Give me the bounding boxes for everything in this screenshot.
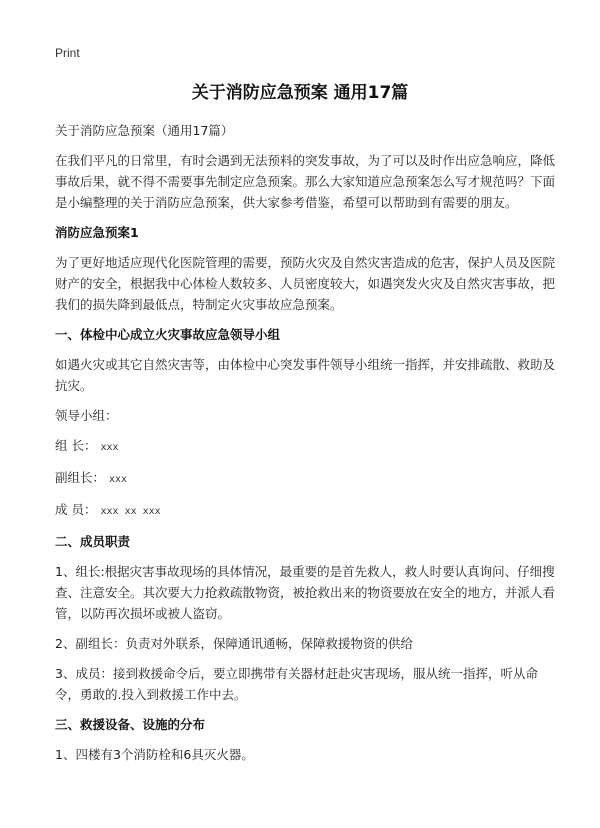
members-line [55, 499, 556, 522]
leader-label: 组 长： [55, 438, 97, 453]
duty2-paragraph: 2、副组长：负责对外联系，保障通讯通畅，保障救援物资的供给 [55, 636, 413, 651]
deputy-line [55, 467, 556, 490]
members-label: 成 员： [55, 502, 97, 517]
section1-heading: 一、体检中心成立火灾事故应急领导小组 [55, 327, 281, 342]
plan1-intro-paragraph: 为了更好地适应现代化医院管理的需要，预防火灾及自然灾害造成的危害，保护人员及医院财产的安全，根据我中心体检人数较多、人员密度较大，如遇突发火灾及自然灾害事故，把我们的损失降到最低点，特制定火灾事故应急预案。 [55, 255, 556, 312]
leader-line [55, 435, 556, 458]
leader-value: xxx [100, 442, 119, 453]
intro-paragraph: 在我们平凡的日常里，有时会遇到无法预料的突发事故，为了可以及时作出应急响应，降低事故后果，就不得不需要事先制定应急预案。那么大家知道应急预案怎么写才规范吗？下面是小编整理的关于消防应急预案，供大家参考借鉴，希望可以帮助到有需要的朋友。 [55, 153, 556, 210]
duty3-paragraph: 3、成员：接到救援命令后，要立即携带有关器材赶赴灾害现场，服从统一指挥，听从命令，勇敢的.投入到救援工作中去。 [55, 666, 538, 702]
section1-paragraph: 如遇火灾或其它自然灾害等，由体检中心突发事件领导小组统一指挥，并安排疏散、救助及抗灾。 [55, 357, 556, 393]
page-title: 关于消防应急预案 通用17篇 [191, 83, 409, 103]
duty1-paragraph: 1、组长:根据灾害事故现场的具体情况，最重要的是首先救人，救人时要认真询问、仔细搜查、注意安全。其次要大力抢救疏散物资，被抢救出来的物资要放在安全的地方，并派人看管，以防再次损坏或被人盗窃。 [55, 564, 556, 621]
members-value: xxx xx xxx [100, 506, 161, 517]
deputy-value: xxx [109, 474, 128, 485]
document-body [55, 120, 556, 774]
section2-heading: 二、成员职责 [55, 534, 131, 549]
document-subtitle: 关于消防应急预案（通用17篇） [55, 123, 234, 138]
deputy-label: 副组长： [55, 470, 106, 485]
print-link[interactable]: Print [55, 46, 80, 60]
equipment1-paragraph: 1、四楼有3个消防栓和6具灭火器。 [55, 747, 254, 762]
leadership-label: 领导小组： [55, 408, 118, 423]
section3-heading: 三、救援设备、设施的分布 [55, 717, 206, 732]
plan1-heading: 消防应急预案1 [55, 225, 139, 240]
